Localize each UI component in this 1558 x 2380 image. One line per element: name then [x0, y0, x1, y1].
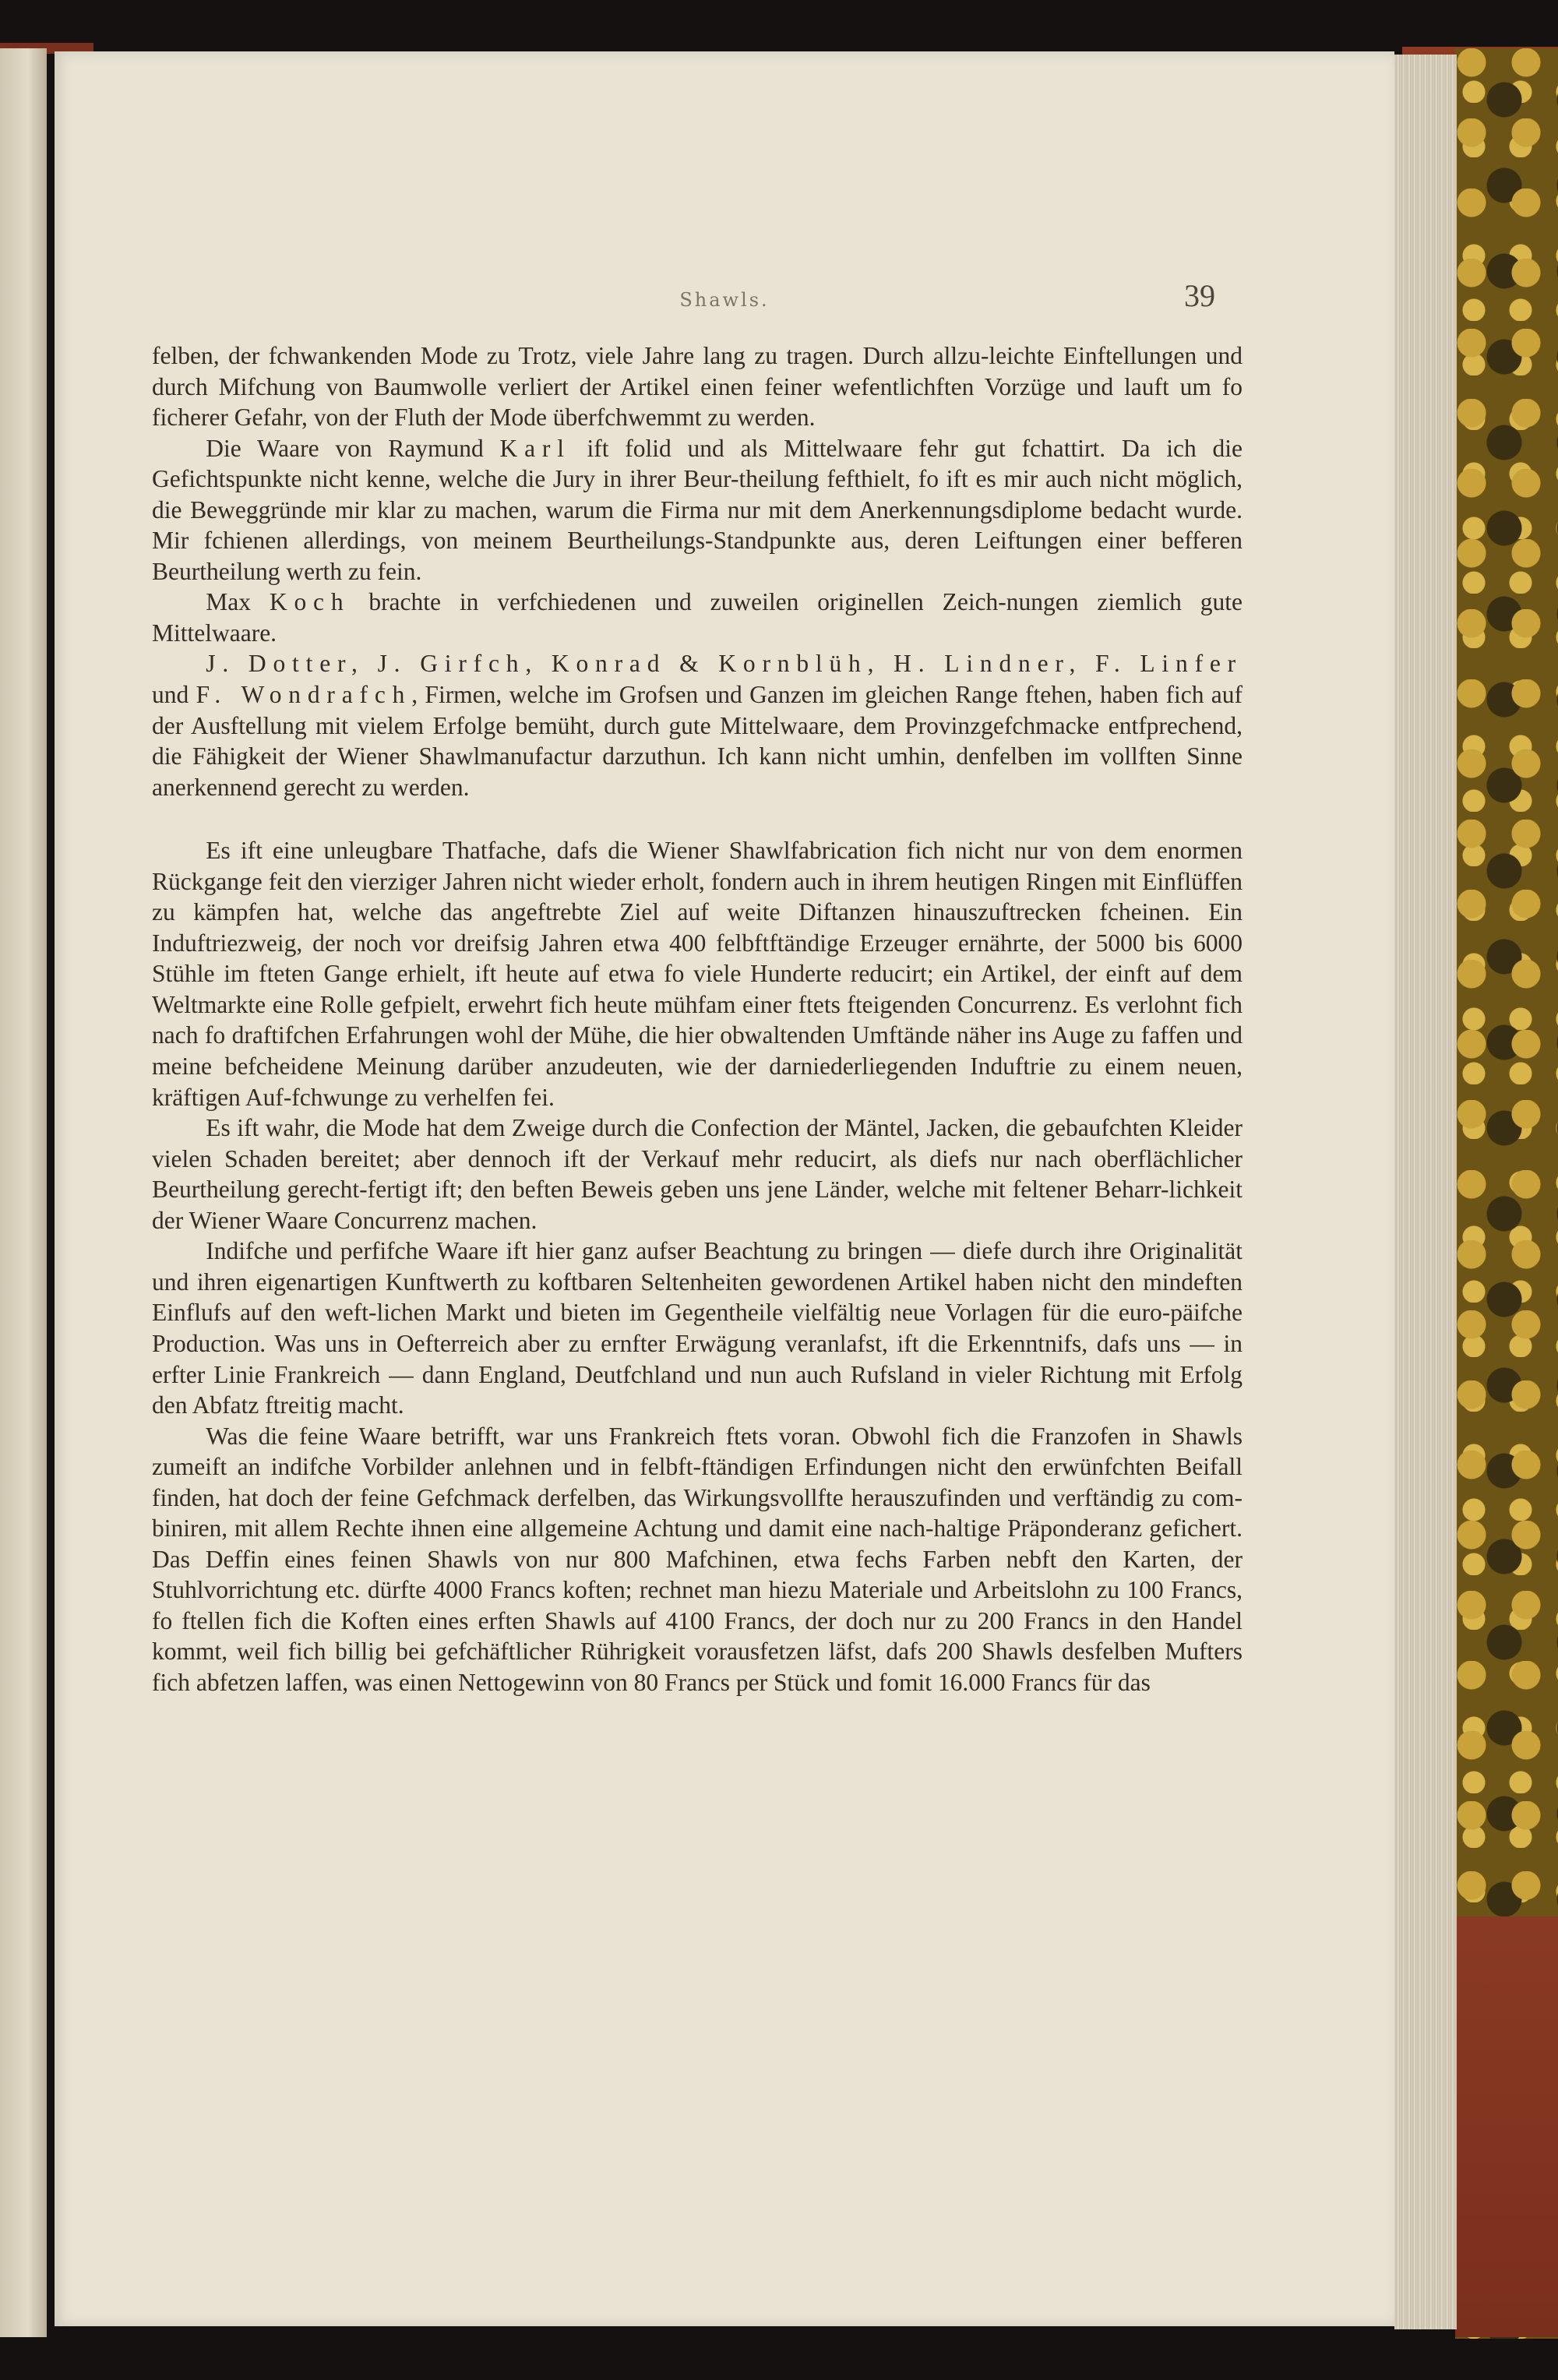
- text-run: Indifche und perfifche Waare ift hier ganz aufser Beachtung zu bringen — diefe durch ihre Originalität und ihren eigenartigen Kunftwerth zu koftbaren Seltenheiten gewordenen Artikel haben nicht den mindeften Einflufs auf den weft-lichen Markt und bieten im Gegentheile vielfältig neue Vorlagen für die euro-päifche Production. Was uns in Oefterreich aber zu ernfter Erwägung veranlafst, ift die Erkenntnifs, dafs uns — in erfter Linie Frankreich — dann England, Deutfchland und nun auch Rufsland in vieler Richtung mit Erfolg den Abfatz ftreitig macht.: [152, 1237, 1243, 1419]
- paragraph: [152, 587, 1243, 648]
- cover-lower-edge: [1455, 1916, 1558, 2337]
- text-run: Es ift wahr, die Mode hat dem Zweige durch die Confection der Mäntel, Jacken, die gebaufchten Kleider vielen Schaden bereitet; aber dennoch ift der Verkauf mehr reducirt, als diefs nur nach oberflächlicher Beurtheilung gerecht-fertigt ift; den beften Beweis geben uns jene Länder, welche mit feltener Beharr-lichkeit der Wiener Waare Concurrenz machen.: [152, 1114, 1243, 1234]
- text-run: ift folid und als Mittelwaare fehr gut fchattirt. Da ich die Gefichtspunkte nicht kenne, welche die Jury in ihrer Beur-theilung fefthielt, fo ift es mir auch nicht möglich, die Beweggründe mir klar zu machen, warum die Firma nur mit dem Anerkennungsdiplome bedacht wurde. Mir fchienen allerdings, von meinem Beurtheilungs-Standpunkte aus, deren Leiftungen einer befferen Beurtheilung werth zu fein.: [152, 434, 1243, 585]
- text-run: brachte in verfchiedenen und zuweilen originellen Zeich-nungen ziemlich gute Mittelwaare.: [152, 588, 1243, 647]
- paragraph: [152, 1236, 1243, 1420]
- text-run: felben, der fchwankenden Mode zu Trotz, viele Jahre lang zu tragen. Durch allzu-leichte Einftellungen und durch Mifchung von Baumwolle verliert der Artikel einen feiner wefentlichften Vorzüge und lauft um fo ficherer Gefahr, von der Fluth der Mode überfchwemmt zu werden.: [152, 342, 1243, 432]
- paragraph: [152, 340, 1243, 433]
- page-number: 39: [1184, 278, 1215, 313]
- text-run: und: [152, 681, 196, 709]
- paragraph: [152, 433, 1243, 587]
- paragraph: [152, 1112, 1243, 1236]
- book-page: [55, 51, 1394, 2326]
- page-edges: [1394, 55, 1457, 2329]
- spaced-name-run: J. Dotter, J. Girfch, Konrad & Kornblüh, H. Lindner, F. Linfer: [206, 650, 1243, 678]
- text-run: Es ift eine unleugbare Thatfache, dafs die Wiener Shawlfabrication fich nicht nur von dem enormen Rückgange feit den vierziger Jahren nicht wieder erholt, fondern auch in ihrem heutigen Ringen mit Einflüffen zu kämpfen hat, welche das angeftrebte Ziel auf weite Diftanzen hinauszuftrecken fcheinen. Ein Induftriezweig, der noch vor dreifsig Jahren etwa 400 felbftftändige Erzeuger ernährte, der 5000 bis 6000 Stühle im fteten Gange erhielt, ift heute auf etwa fo viele Hunderte reducirt; ein Artikel, der einft auf dem Weltmarkte eine Rolle gefpielt, erwehrt fich heute mühfam einer ftets fteigenden Concurrenz. Es verlohnt fich nach fo draftifchen Erfahrungen wohl der Mühe, die hier obwaltenden Umftände näher ins Auge zu faffen und meine befcheidene Meinung darüber anzudeuten, wie der darniederliegenden Induftrie zu einem neuen, kräftigen Auf-fchwunge zu verhelfen fei.: [152, 837, 1243, 1111]
- spaced-name-run: Koch: [269, 588, 351, 616]
- paragraph: [152, 1421, 1243, 1698]
- text-run: , Firmen, welche im Grofsen und Ganzen im gleichen Range ftehen, haben fich auf der Ausftellung mit vielem Erfolge bemüht, durch gute Mittelwaare, dem Provinzgefchmacke entfprechend, die Fähigkeit der Wiener Shawlmanufactur darzuthun. Ich kann nicht umhin, denfelben im vollften Sinne anerkennend gerecht zu werden.: [152, 681, 1243, 801]
- spaced-name-run: F. Wondrafch: [196, 681, 412, 709]
- paragraph: [152, 835, 1243, 1112]
- text-run: Was die feine Waare betrifft, war uns Frankreich ftets voran. Obwohl fich die Franzofen in Shawls zumeift an indifche Vorbilder anlehnen und in felbft-ftändigen Erfindungen nicht den erwünfchten Beifall finden, hat doch der feine Gefchmack derfelben, das Wirkungsvollfte herauszufinden und verftändig zu com-biniren, mit allem Rechte ihnen eine allgemeine Achtung und damit eine nach-haltige Präponderanz gefichert. Das Deffin eines feinen Shawls von nur 800 Mafchinen, etwa fechs Farben nebft den Karten, der Stuhlvorrichtung etc. dürfte 4000 Francs koften; rechnet man hiezu Materiale und Arbeitslohn zu 100 Francs, fo ftellen fich die Koften eines erften Shawls auf 4100 Francs, der doch nur zu 200 Francs in den Handel kommt, weil fich billig bei gefchäftlicher Rührigkeit vorausfetzen läfst, dafs 200 Shawls desfelben Mufters fich abfetzen laffen, was einen Nettogewinn von 80 Francs per Stück und fomit 16.000 Francs für das: [152, 1422, 1243, 1696]
- running-title: Shawls.: [679, 289, 770, 311]
- paragraph: [152, 648, 1243, 802]
- body-text: [152, 340, 1243, 1698]
- spaced-name-run: Karl: [499, 434, 571, 462]
- section-gap: [152, 802, 1243, 835]
- left-page-edge: [0, 48, 47, 2337]
- text-run: Die Waare von Raymund: [206, 434, 500, 462]
- text-run: Max: [206, 588, 270, 616]
